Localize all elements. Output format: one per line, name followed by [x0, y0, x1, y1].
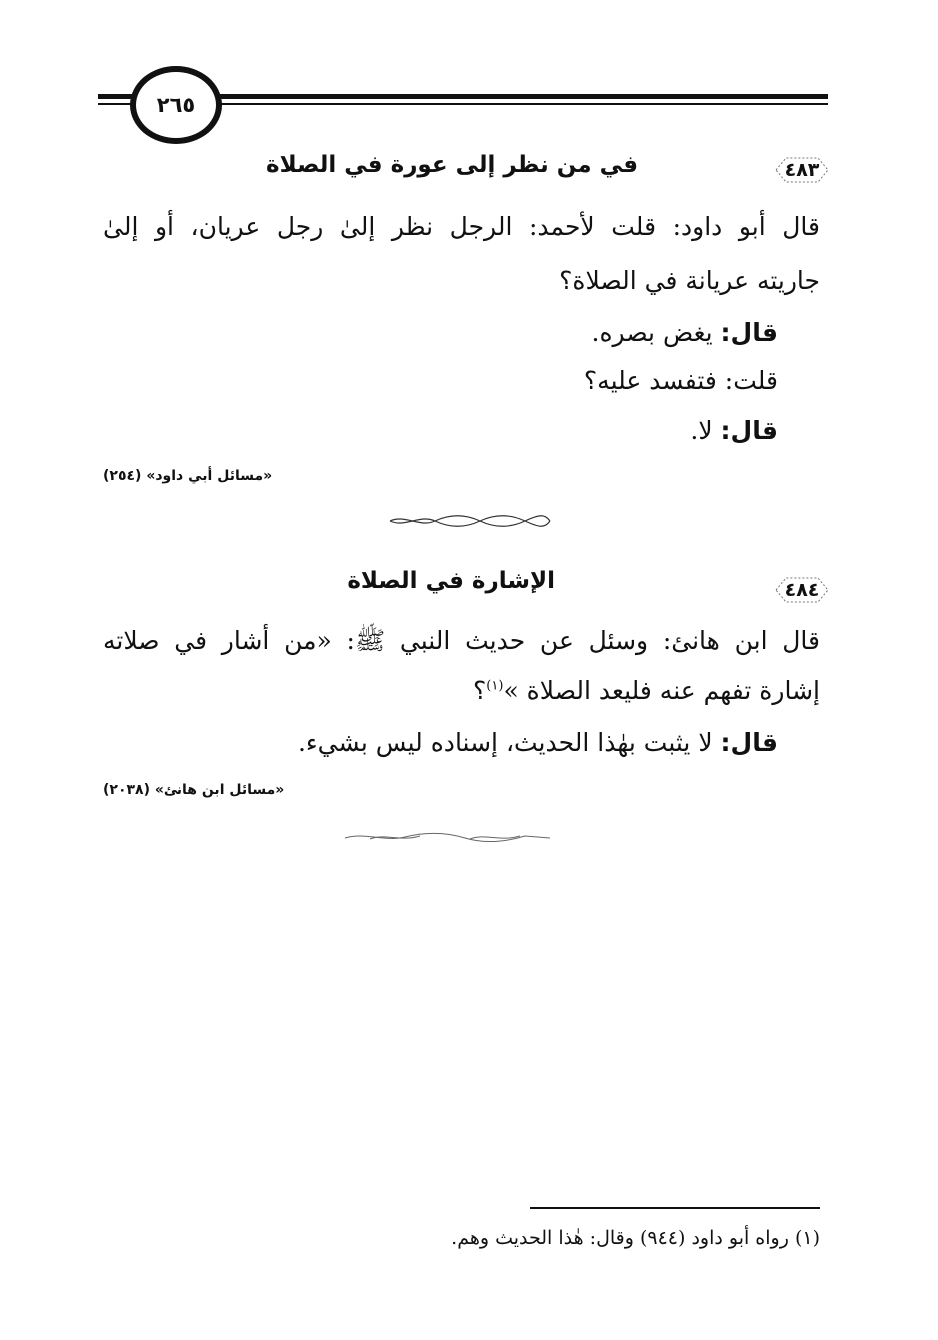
footnote-rule	[530, 1207, 820, 1209]
footnote-marker: (١)	[486, 678, 504, 694]
footnote-number: (١)	[794, 1227, 820, 1249]
footnote-text: رواه أبو داود (٩٤٤) وقال: هٰذا الحديث وهم.	[451, 1227, 789, 1249]
divider-ornament-icon	[340, 830, 555, 844]
quote-end: ؟	[473, 676, 487, 705]
section-number: ٤٨٤	[784, 579, 820, 601]
qa-label: قلت:	[724, 366, 778, 395]
paragraph-line: جاريته عريانة في الصلاة؟	[559, 266, 820, 295]
qa-line	[584, 366, 778, 396]
section-title: في من نظر إلى عورة في الصلاة	[266, 152, 638, 178]
answer-label: قال:	[720, 728, 778, 757]
paragraph-line	[473, 676, 820, 706]
qa-text: فتفسد عليه؟	[583, 366, 717, 395]
answer-text: لا يثبت بهٰذا الحديث، إسناده ليس بشيء.	[297, 728, 713, 757]
page-number: ٢٦٥	[130, 66, 222, 144]
source-citation: «مسائل ابن هانئ» (٢٠٣٨)	[103, 782, 285, 798]
qa-text: يغض بصره.	[591, 318, 713, 347]
footnote	[451, 1227, 820, 1249]
section-number-badge	[770, 570, 834, 610]
section-number-badge	[770, 150, 834, 190]
qa-line	[690, 416, 778, 446]
source-citation: «مسائل أبي داود» (٢٥٤)	[103, 468, 273, 484]
section-title: الإشارة في الصلاة	[347, 568, 555, 594]
paragraph-line: قال ابن هانئ: وسئل عن حديث النبي ﷺ: «من أشار في صلاته	[103, 626, 820, 655]
divider-ornament-icon	[385, 514, 555, 528]
qa-text: لا.	[690, 416, 713, 445]
section-number: ٤٨٣	[784, 159, 820, 181]
quote-text: إشارة تفهم عنه فليعد الصلاة »	[503, 676, 820, 705]
qa-label: قال:	[720, 416, 778, 445]
paragraph-line: قال أبو داود: قلت لأحمد: الرجل نظر إلىٰ رجل عريان، أو إلىٰ	[103, 212, 820, 241]
qa-line	[592, 318, 778, 348]
qa-label: قال:	[720, 318, 778, 347]
answer-line	[298, 728, 778, 758]
